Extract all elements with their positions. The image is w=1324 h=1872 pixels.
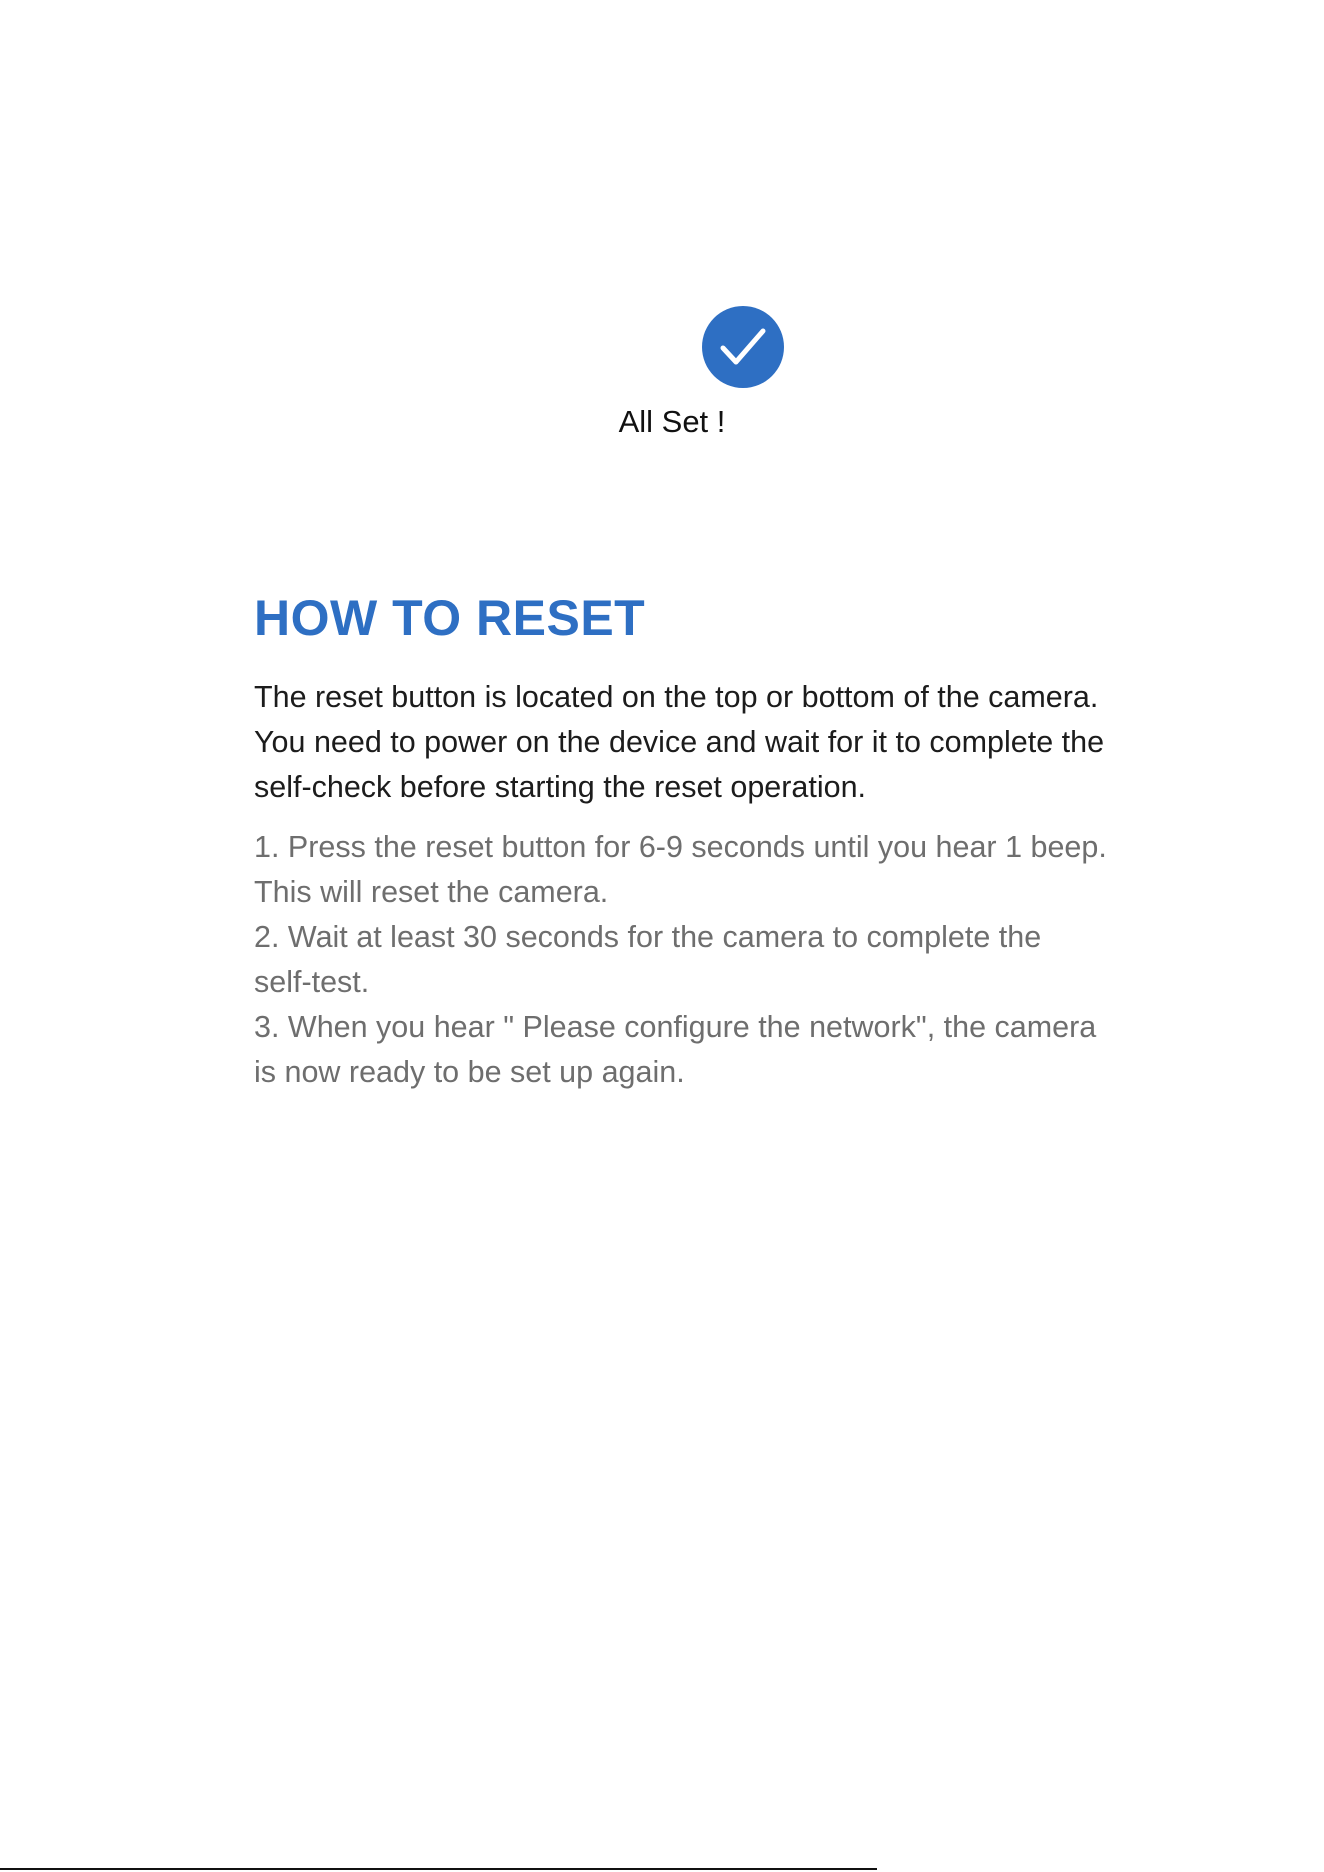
intro-line: The reset button is located on the top or bottom of the camera. xyxy=(254,680,1099,714)
step-line: 3. When you hear " Please configure the network", the camera xyxy=(254,1010,1097,1044)
checkmark-circle-icon xyxy=(702,306,784,388)
intro-paragraph xyxy=(254,675,1234,810)
section-heading: HOW TO RESET xyxy=(254,590,646,646)
step-line: is now ready to be set up again. xyxy=(254,1055,685,1089)
step-line: This will reset the camera. xyxy=(254,875,609,909)
step-line: 2. Wait at least 30 seconds for the camera to complete the xyxy=(254,920,1042,954)
intro-line: self-check before starting the reset operation. xyxy=(254,770,867,804)
reset-steps xyxy=(254,825,1234,1095)
checkmark-icon xyxy=(702,306,784,388)
status-label: All Set ! xyxy=(618,404,726,439)
step-line: 1. Press the reset button for 6-9 seconds until you hear 1 beep. xyxy=(254,830,1107,864)
page-bottom-rule xyxy=(0,1868,877,1870)
step-line: self-test. xyxy=(254,965,370,999)
intro-line: You need to power on the device and wait for it to complete the xyxy=(254,725,1105,759)
